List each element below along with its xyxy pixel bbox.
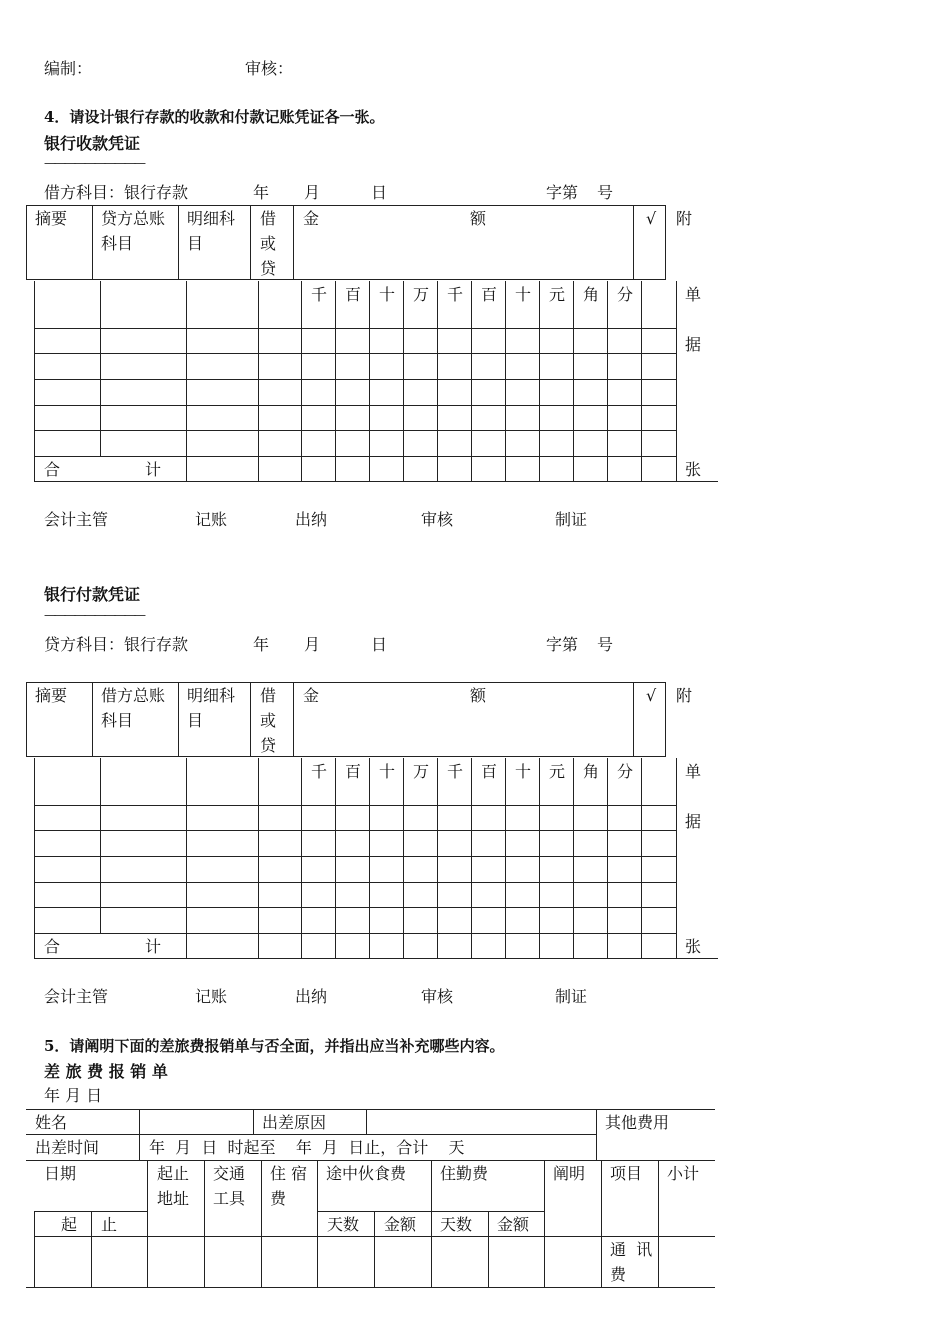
payment-amount-header-left: 金 [303,686,320,705]
receipt-check-header: √ [646,209,657,228]
payment-general-account-header-1: 借方总账 [101,686,166,705]
receipt-digit-bai-1: 百 [345,285,362,304]
receipt-voucher-title: 银行收款凭证 [44,134,141,153]
payment-check-header: √ [646,686,657,705]
payment-summary-header: 摘要 [35,686,68,705]
payment-day-label: 日 [371,635,388,654]
travel-meal-amount-header: 金额 [384,1215,417,1234]
travel-transport-header-1: 交通 [213,1164,246,1183]
receipt-account-label: 借方科目：银行存款 [44,183,189,202]
travel-duty-amount-header: 金额 [497,1215,530,1234]
receipt-digit-yuan: 元 [549,285,566,304]
travel-from-to-header-1: 起止 [157,1164,190,1183]
receipt-digit-shi-2: 十 [515,285,532,304]
receipt-general-account-header-2: 科目 [101,234,134,253]
receipt-attach-4: 张 [685,460,702,479]
receipt-amount-header-left: 金 [303,209,320,228]
receipt-digit-jiao: 角 [583,285,600,304]
travel-other-fees-label: 其他费用 [605,1113,670,1132]
payment-digit-jiao: 角 [583,762,600,781]
travel-meal-days-header: 天数 [327,1215,360,1234]
payment-general-account-header-2: 科目 [101,711,134,730]
travel-transport-header-2: 工具 [213,1189,246,1208]
payment-title-underline: —————————— [44,608,144,622]
receipt-sign-supervisor: 会计主管 [44,510,109,529]
payment-digit-shi-1: 十 [379,762,396,781]
payment-digit-qian-2: 千 [447,762,464,781]
receipt-amount-header-right: 额 [470,209,487,228]
travel-date-header: 日期 [44,1164,77,1183]
payment-detail-account-header-2: 目 [187,711,204,730]
travel-form-date-line: 年 月 日 [44,1086,103,1105]
receipt-attach-3: 据 [685,335,702,354]
reviewed-by-label: 审核： [245,59,294,78]
receipt-attach-2: 单 [685,285,702,304]
question-5-title: 5．请阐明下面的差旅费报销单与否全面，并指出应当补充哪些内容。 [44,1037,505,1055]
travel-lodging-header-2: 费 [270,1189,287,1208]
travel-duty-header: 住勤费 [440,1164,489,1183]
receipt-total-right: 计 [145,460,162,479]
payment-sign-supervisor: 会计主管 [44,987,109,1006]
travel-start-header: 起 [61,1215,78,1234]
payment-digit-qian-1: 千 [311,762,328,781]
payment-sign-bookkeeper: 记账 [195,987,228,1006]
receipt-dc-header-1: 借 [260,209,277,228]
travel-lodging-header-1: 住 宿 [270,1164,308,1183]
receipt-year-label: 年 [253,183,270,202]
receipt-total-left: 合 [44,460,61,479]
travel-name-label: 姓名 [35,1113,68,1132]
payment-total-right: 计 [145,937,162,956]
payment-digit-bai-2: 百 [481,762,498,781]
payment-attach-4: 张 [685,937,702,956]
payment-voucher-title: 银行付款凭证 [44,585,141,604]
travel-item-communication-2: 费 [610,1265,627,1284]
question-4-title: 4．请设计银行存款的收款和付款记账凭证各一张。 [44,108,385,126]
receipt-title-underline: —————————— [44,156,144,170]
receipt-attach-1: 附 [676,209,693,228]
prepared-by-label: 编制： [44,59,93,78]
travel-from-to-header-2: 地址 [157,1189,190,1208]
receipt-number-label: 号 [597,183,614,202]
travel-duty-days-header: 天数 [440,1215,473,1234]
receipt-month-label: 月 [304,183,321,202]
receipt-day-label: 日 [371,183,388,202]
travel-reason-label: 出差原因 [262,1113,327,1132]
receipt-dc-header-2: 或 [260,234,277,253]
payment-digit-bai-1: 百 [345,762,362,781]
receipt-sign-reviewer: 审核 [421,510,454,529]
payment-year-label: 年 [253,635,270,654]
payment-attach-1: 附 [676,686,693,705]
payment-digit-yuan: 元 [549,762,566,781]
receipt-sign-cashier: 出纳 [295,510,328,529]
travel-time-text: 年 月 日 时起至 年 月 日止，合计 天 [149,1138,465,1157]
travel-time-label: 出差时间 [35,1138,100,1157]
travel-end-header: 止 [101,1215,118,1234]
payment-dc-header-3: 贷 [260,736,277,755]
payment-attach-3: 据 [685,812,702,831]
payment-digit-wan: 万 [413,762,430,781]
payment-digit-fen: 分 [617,762,634,781]
receipt-sign-bookkeeper: 记账 [195,510,228,529]
payment-number-label: 号 [597,635,614,654]
receipt-digit-qian-2: 千 [447,285,464,304]
receipt-dc-header-3: 贷 [260,259,277,278]
receipt-digit-bai-2: 百 [481,285,498,304]
payment-dc-header-1: 借 [260,686,277,705]
travel-item-header: 项目 [610,1164,643,1183]
payment-sign-reviewer: 审核 [421,987,454,1006]
travel-explain-header: 阐明 [553,1164,586,1183]
receipt-digit-wan: 万 [413,285,430,304]
payment-detail-account-header-1: 明细科 [187,686,236,705]
travel-item-communication-1: 通 讯 [610,1240,653,1259]
payment-zidi-label: 字第 [546,635,579,654]
receipt-zidi-label: 字第 [546,183,579,202]
travel-meal-header: 途中伙食费 [326,1164,407,1183]
payment-sign-cashier: 出纳 [295,987,328,1006]
payment-month-label: 月 [304,635,321,654]
travel-subtotal-header: 小计 [667,1164,700,1183]
receipt-general-account-header-1: 贷方总账 [101,209,166,228]
receipt-digit-qian-1: 千 [311,285,328,304]
payment-account-label: 贷方科目：银行存款 [44,635,189,654]
payment-dc-header-2: 或 [260,711,277,730]
payment-sign-preparer: 制证 [555,987,588,1006]
payment-digit-shi-2: 十 [515,762,532,781]
travel-expense-form-title: 差 旅 费 报 销 单 [44,1062,168,1081]
payment-amount-header-right: 额 [470,686,487,705]
payment-total-left: 合 [44,937,61,956]
receipt-sign-preparer: 制证 [555,510,588,529]
receipt-detail-account-header-1: 明细科 [187,209,236,228]
receipt-summary-header: 摘要 [35,209,68,228]
receipt-detail-account-header-2: 目 [187,234,204,253]
receipt-digit-shi-1: 十 [379,285,396,304]
receipt-digit-fen: 分 [617,285,634,304]
payment-attach-2: 单 [685,762,702,781]
